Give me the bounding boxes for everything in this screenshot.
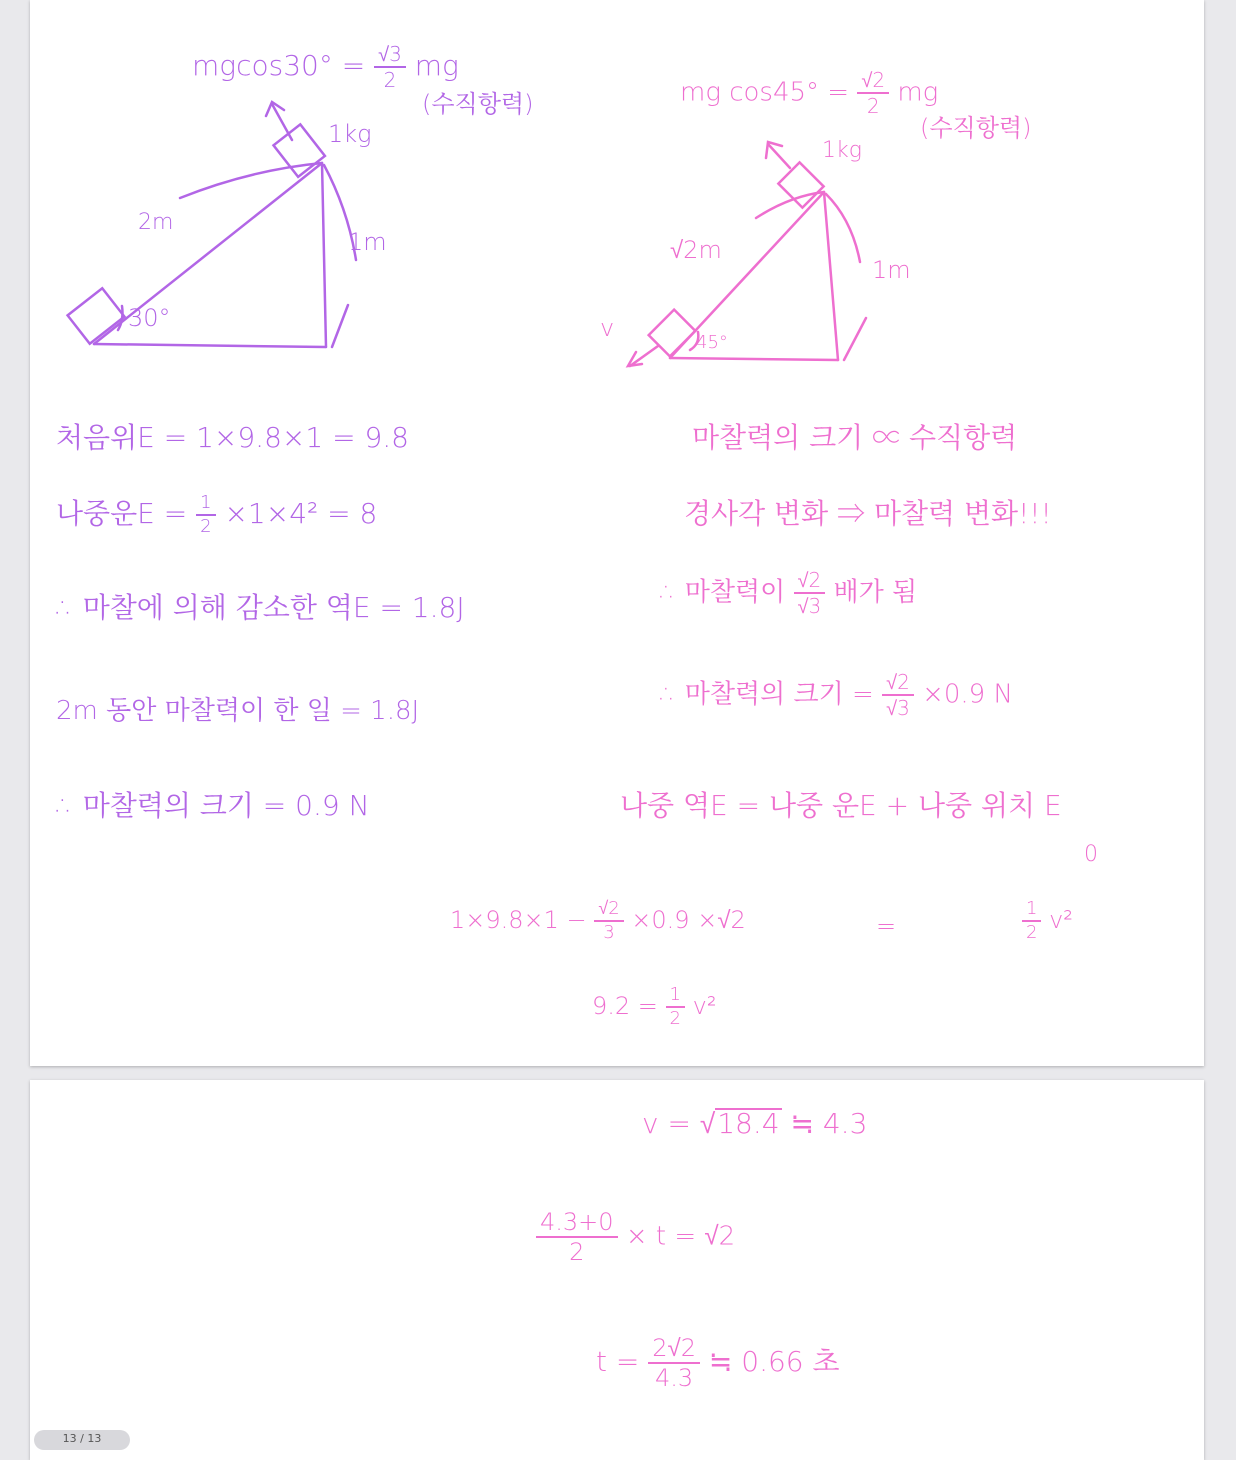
simplified-equation: 9.2 = $\frac{1}{2}$ v² [592,984,717,1029]
right-normal-arrow [768,144,790,168]
right-angle-label: 45° [696,332,728,353]
friction-magnitude: ∴ 마찰력의 크기 = 0.9 N [56,789,370,822]
energy-balance-equation: 1×9.8×1 − $\frac{√2}{3}$ ×0.9 ×√2 [450,898,746,943]
average-velocity-equation: $\frac{4.3+0}{2}$ × t = √2 [536,1210,735,1264]
friction-new-magnitude: ∴ 마찰력의 크기 = $\frac{√2}{√3}$ ×0.9 N [660,670,1013,720]
initial-potential-energy: 처음위E = 1×9.8×1 = 9.8 [56,421,409,454]
note-page-2 [30,1080,1204,1460]
right-height-label: 1m [872,256,911,284]
final-potential-zero: 0 [1084,842,1098,867]
friction-work: 2m 동안 마찰력이 한 일 = 1.8J [56,696,420,726]
time-result: t = $\frac{2√2}{4.3}$ ≒ 0.66 초 [596,1334,840,1392]
right-force-formula: mg cos45° = $\frac{√2}{2}$ mg [680,68,939,118]
left-hyp-label: 2m [138,210,174,235]
right-incline-height [824,192,838,360]
right-force-note: (수직항력) [920,114,1032,142]
energy-balance-rhs: $\frac{1}{2}$ v² [1022,900,1073,942]
final-energy-equation: 나중 역E = 나중 운E + 나중 위치 E [620,789,1062,822]
energy-lost-friction: ∴ 마찰에 의해 감소한 역E = 1.8J [56,591,465,624]
left-force-formula: mgcos30° = $\frac{√3}{2}$ mg [192,42,459,92]
friction-ratio: ∴ 마찰력이 $\frac{√2}{√3}$ 배가 됨 [660,568,918,618]
velocity-result: v = √18.4 ≒ 4.3 [642,1107,868,1140]
left-incline-base [94,344,326,347]
right-hyp-label: √2m [670,236,722,264]
page-indicator: 13 / 13 [34,1430,130,1450]
right-incline-base [670,358,838,360]
left-height-label: 1m [348,228,387,256]
note-page-1 [30,0,1204,1066]
energy-balance-equals: = [876,912,897,940]
left-incline-height [322,163,326,347]
friction-proportional: 마찰력의 크기 ∝ 수직항력 [692,421,1018,454]
right-mass-label: 1kg [822,138,862,163]
left-block-bottom [68,288,125,343]
velocity-label: v [600,314,615,342]
right-block-bottom [649,310,696,357]
left-mass-label: 1kg [328,120,372,148]
left-angle-label: 30° [128,304,171,332]
angle-change-note: 경사각 변화 ⇒ 마찰력 변화!!! [684,497,1052,530]
left-force-note: (수직항력) [422,90,534,118]
final-kinetic-energy: 나중운E = $\frac{1}{2}$ ×1×4² = 8 [56,492,378,537]
